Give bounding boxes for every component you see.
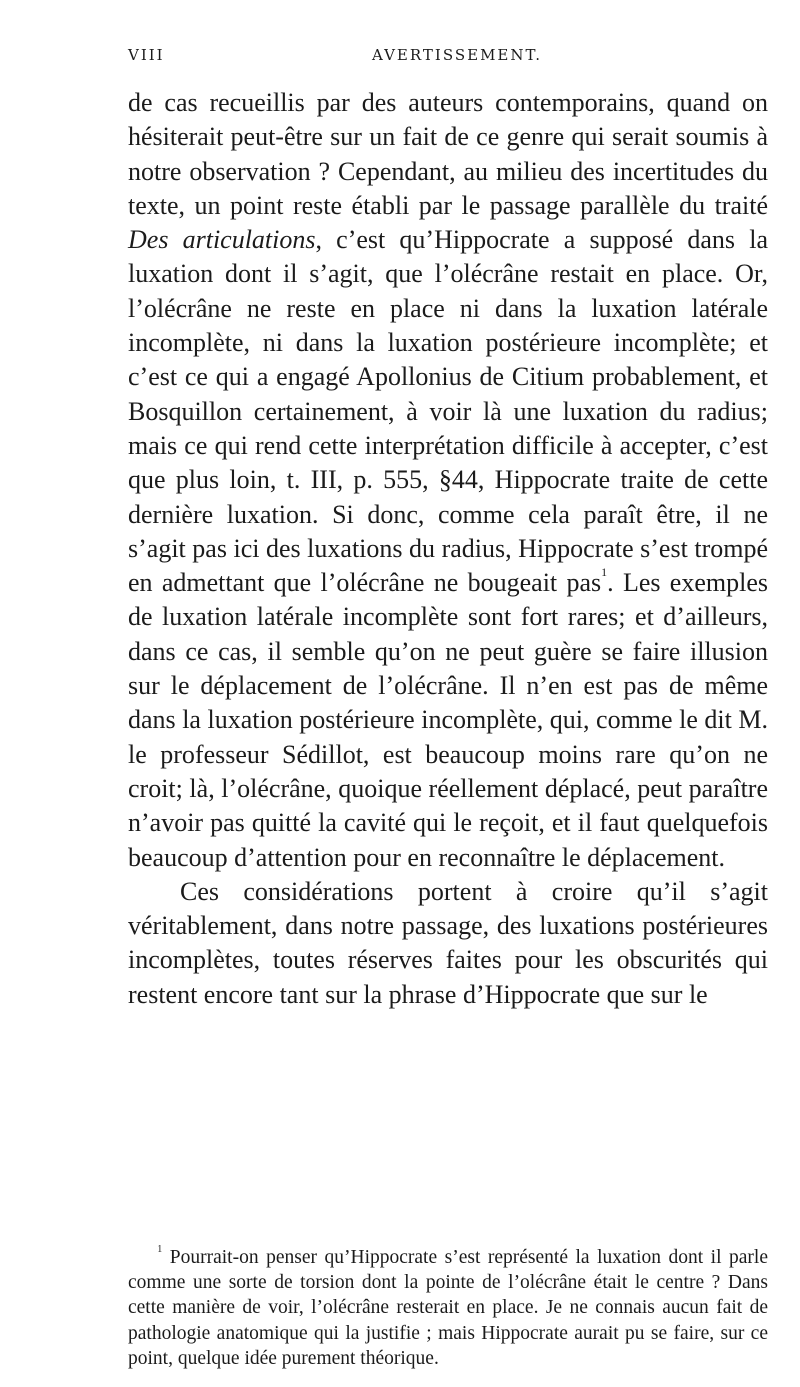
paragraph-1-text: de cas recueillis par des auteurs contemporains, quand on hésiterait peut-être sur un fait de ce genre qui serait soumis à notre observation ? Cependant, au milieu des incertitudes du texte, un point reste établi par le passage parallèle du traité	[128, 88, 768, 220]
footnote	[128, 1245, 768, 1371]
main-text	[128, 86, 768, 1012]
paragraph-1-text-end: . Les exemples de luxation latérale incomplète sont fort rares; et d’ailleurs, dans ce cas, il semble qu’on ne peut guère se faire illusion sur le déplacement de l’olécrâne. Il n’en est pas de même dans la luxation postérieure incomplète, qui, comme le dit M. le professeur Sédillot, est beaucoup moins rare qu’on ne croit; là, l’olécrâne, quoique réellement déplacé, peut paraître n’avoir pas quitté la cavité qui le reçoit, et il faut quelquefois beaucoup d’attention pour en reconnaître le déplacement.	[128, 568, 768, 872]
paragraph-2: Ces considérations portent à croire qu’il s’agit véritablement, dans notre passage, des luxations postérieures incomplètes, toutes réserves faites pour les obscurités qui restent encore tant sur la phrase d’Hippocrate que sur le	[128, 876, 768, 1009]
paragraph-1-text-cont: , c’est qu’Hippocrate a supposé dans la luxation dont il s’agit, que l’olécrâne restait en place. Or, l’olécrâne ne reste en place ni dans la luxation latérale incomplète, ni dans la luxation postérieure incomplète; et c’est ce qui a engagé Apollonius de Citium probablement, et Bosquillon certainement, à voir là une luxation du radius; mais ce qui rend cette interprétation difficile à accepter, c’est que plus loin, t. III, p. 555, §44, Hippocrate traite de cette dernière luxation. Si donc, comme cela paraît être, il ne s’agit pas ici des luxations du radius, Hippocrate s’est trompé en admettant que l’olécrâne ne bougeait pas	[128, 225, 768, 598]
page-header	[128, 46, 768, 76]
paragraph-1	[128, 86, 768, 875]
footnote-marker: 1	[157, 1244, 163, 1255]
footnote-text: Pourrait-on penser qu’Hippocrate s’est représenté la luxation dont il parle comme une sorte de torsion dont la pointe de l’olécrâne était le centre ? Dans cette manière de voir, l’olécrâne resterait en place. Je ne connais aucun fait de pathologie anatomique qui la justifie ; mais Hippocrate aurait pu se faire, sur ce point, quelque idée purement théorique.	[128, 1247, 768, 1369]
running-title: AVERTISSEMENT.	[372, 46, 543, 64]
footnote-reference[interactable]: 1	[601, 565, 608, 580]
page-number: VIII	[128, 46, 165, 64]
treatise-title: Des articulations	[128, 225, 316, 255]
